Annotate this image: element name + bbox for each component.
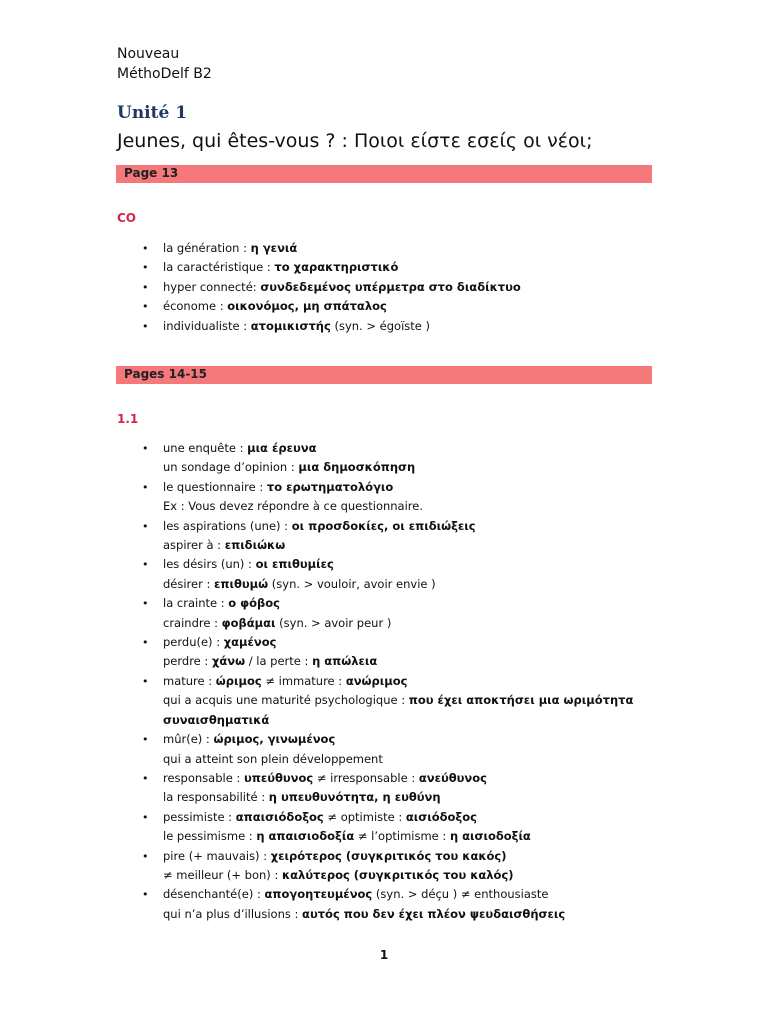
bullet-icon: • [142, 771, 149, 785]
vocab-line [163, 594, 665, 613]
bullet-icon: • [142, 319, 149, 333]
greek-translation: φοβάμαι [221, 615, 276, 630]
greek-translation: ο φόβος [228, 596, 280, 611]
greek-translation: η υπευθυνότητα, η ευθύνη [268, 790, 441, 805]
vocab-line [163, 730, 665, 749]
bullet-icon: • [142, 888, 149, 902]
vocab-line [163, 536, 665, 555]
vocab-item [120, 633, 665, 672]
greek-translation: απογοητευμένος [264, 887, 373, 902]
french-term: désirer : [163, 576, 215, 591]
vocab-line [163, 458, 665, 477]
vocab-item [120, 555, 665, 594]
greek-translation: ανεύθυνος [418, 770, 487, 785]
greek-translation: μια δημοσκόπηση [298, 460, 416, 475]
vocab-line [163, 239, 665, 258]
french-term: les aspirations (une) : [163, 518, 292, 533]
french-term: ≠ l’optimisme : [354, 829, 450, 844]
greek-translation: η γενιά [250, 241, 298, 255]
bullet-icon: • [142, 442, 149, 455]
bullet-icon: • [142, 733, 149, 747]
vocab-line [163, 555, 665, 574]
bullet-icon: • [142, 242, 149, 255]
bullet-icon: • [142, 674, 149, 688]
document-header [117, 44, 212, 84]
vocab-line [163, 866, 665, 885]
greek-translation: συναισθηματικά [163, 712, 270, 727]
greek-translation: αυτός που δεν έχει πλέον ψευδαισθήσεις [302, 906, 566, 921]
french-term: perdre : [163, 654, 212, 669]
vocab-line [163, 808, 665, 827]
vocab-item [120, 258, 665, 277]
greek-translation: αισιόδοξος [405, 809, 477, 824]
greek-translation: μια έρευνα [247, 441, 317, 455]
vocab-line [163, 788, 665, 807]
greek-translation: το ερωτηματολόγιο [266, 479, 394, 494]
section-band-pages-14-15 [116, 366, 652, 384]
french-term: une enquête : [163, 441, 248, 455]
greek-translation: ώριμος, γινωμένος [213, 732, 336, 747]
greek-translation: η απαισιοδοξία [256, 829, 355, 844]
french-term: ≠ immature : [261, 673, 346, 688]
vocab-item [120, 278, 665, 297]
vocab-item [120, 239, 665, 258]
vocab-item [120, 317, 665, 336]
vocab-line [163, 885, 665, 904]
vocab-item [120, 297, 665, 316]
greek-translation: απαισιόδοξος [235, 809, 324, 824]
vocab-line [163, 672, 665, 691]
vocab-line [163, 517, 665, 536]
french-term: économe : [163, 299, 228, 314]
french-term: responsable : [163, 770, 244, 785]
unit-heading: Unité 1 [117, 103, 188, 123]
bullet-icon: • [142, 597, 149, 611]
french-term: le questionnaire : [163, 479, 267, 494]
french-term: désenchanté(e) : [163, 887, 265, 902]
page-number: 1 [379, 948, 389, 962]
vocab-item [120, 847, 665, 886]
french-term: ≠ optimiste : [323, 809, 406, 824]
greek-translation: που έχει αποκτήσει μια ωριμότητα [408, 693, 634, 708]
vocab-item [120, 730, 665, 769]
vocab-line [163, 614, 665, 633]
unit-title: Jeunes, qui êtes-vous ? : Ποιοι είστε εσείς οι νέοι; [117, 130, 593, 152]
greek-translation: χαμένος [223, 635, 277, 650]
french-term: la responsabilité : [163, 790, 269, 805]
section-band-label: Pages 14-15 [124, 367, 207, 381]
vocab-item [120, 672, 665, 730]
french-term: Ex : Vous devez répondre à ce questionnaire. [163, 499, 424, 514]
greek-translation: οι προσδοκίες, οι επιδιώξεις [291, 518, 476, 533]
vocab-line [163, 750, 665, 769]
vocab-list [120, 239, 665, 336]
french-term: mature : [163, 673, 216, 688]
french-term: aspirer à : [163, 538, 225, 553]
french-term: craindre : [163, 615, 222, 630]
french-term: individualiste : [163, 318, 251, 333]
greek-translation: χάνω [211, 654, 246, 669]
vocab-line [163, 769, 665, 788]
vocab-item [120, 439, 665, 478]
french-term: qui n’a plus d’illusions : [163, 906, 303, 921]
greek-translation: οι επιθυμίες [255, 557, 334, 572]
vocab-line [163, 827, 665, 846]
vocab-line [163, 711, 665, 730]
section-band-label: Page 13 [124, 166, 179, 180]
bullet-icon: • [142, 261, 149, 275]
greek-translation: ώριμος [215, 673, 262, 688]
french-term: pessimiste : [163, 809, 236, 824]
vocab-item [120, 885, 665, 924]
vocab-line [163, 633, 665, 652]
vocab-line [163, 317, 665, 336]
greek-translation: επιθυμώ [214, 576, 269, 591]
section-label-1-1: 1.1 [117, 412, 139, 426]
section-band-page-13 [116, 165, 652, 183]
vocab-line [163, 297, 665, 316]
vocab-line [163, 278, 665, 297]
greek-translation: η απώλεια [312, 654, 378, 669]
french-term: / la perte : [245, 654, 313, 669]
vocab-item [120, 594, 665, 633]
greek-translation: χειρότερος (συγκριτικός του κακός) [270, 848, 507, 863]
french-term: ≠ meilleur (+ bon) : [163, 867, 282, 882]
french-term: les désirs (un) : [163, 557, 256, 572]
french-term: le pessimisme : [163, 829, 257, 844]
vocab-list [120, 439, 665, 924]
bullet-icon: • [142, 300, 149, 314]
greek-translation: ανώριμος [345, 673, 408, 688]
french-term: qui a acquis une maturité psychologique : [163, 693, 409, 708]
vocab-line [163, 478, 665, 497]
french-term: la caractéristique : [163, 260, 275, 275]
vocab-line [163, 439, 665, 458]
greek-translation: υπεύθυνος [243, 770, 314, 785]
french-term: (syn. > vouloir, avoir envie ) [268, 576, 436, 591]
vocab-line [163, 497, 665, 516]
french-term: la crainte : [163, 596, 229, 611]
greek-translation: οικονόμος, μη σπάταλος [227, 299, 387, 314]
french-term: qui a atteint son plein développement [163, 751, 383, 766]
vocab-line [163, 691, 665, 710]
greek-translation: επιδιώκω [224, 538, 286, 553]
french-term: un sondage d’opinion : [163, 460, 299, 475]
vocab-line [163, 905, 665, 924]
bullet-icon: • [142, 849, 149, 863]
french-term: pire (+ mauvais) : [163, 848, 271, 863]
bullet-icon: • [142, 636, 149, 650]
bullet-icon: • [142, 558, 149, 572]
vocab-item [120, 808, 665, 847]
french-term: mûr(e) : [163, 732, 214, 747]
greek-translation: καλύτερος (συγκριτικός του καλός) [281, 867, 514, 882]
greek-translation: η αισιοδοξία [449, 829, 531, 844]
french-term: (syn. > avoir peur ) [275, 615, 392, 630]
greek-translation: συνδεδεμένος υπέρμετρα στο διαδίκτυο [260, 279, 521, 294]
french-term: ≠ irresponsable : [313, 770, 419, 785]
bullet-icon: • [142, 280, 149, 294]
greek-translation: ατομικιστής [250, 318, 331, 333]
bullet-icon: • [142, 810, 149, 824]
bullet-icon: • [142, 480, 149, 494]
french-term: la génération : [163, 241, 251, 255]
french-term: (syn. > déçu ) ≠ enthousiaste [372, 887, 549, 902]
french-term: perdu(e) : [163, 635, 224, 650]
greek-translation: το χαρακτηριστικό [274, 260, 399, 275]
vocab-line [163, 258, 665, 277]
vocab-line [163, 652, 665, 671]
vocab-item [120, 769, 665, 808]
header-line-1: Nouveau [117, 46, 180, 62]
vocab-line [163, 575, 665, 594]
french-term: hyper connecté: [163, 279, 261, 294]
vocab-item [120, 478, 665, 517]
french-term: (syn. > égoïste ) [330, 318, 430, 333]
section-label-co: CO [117, 211, 137, 225]
vocab-item [120, 517, 665, 556]
bullet-icon: • [142, 519, 149, 533]
header-line-2: MéthoDelf B2 [117, 66, 212, 82]
vocab-line [163, 847, 665, 866]
